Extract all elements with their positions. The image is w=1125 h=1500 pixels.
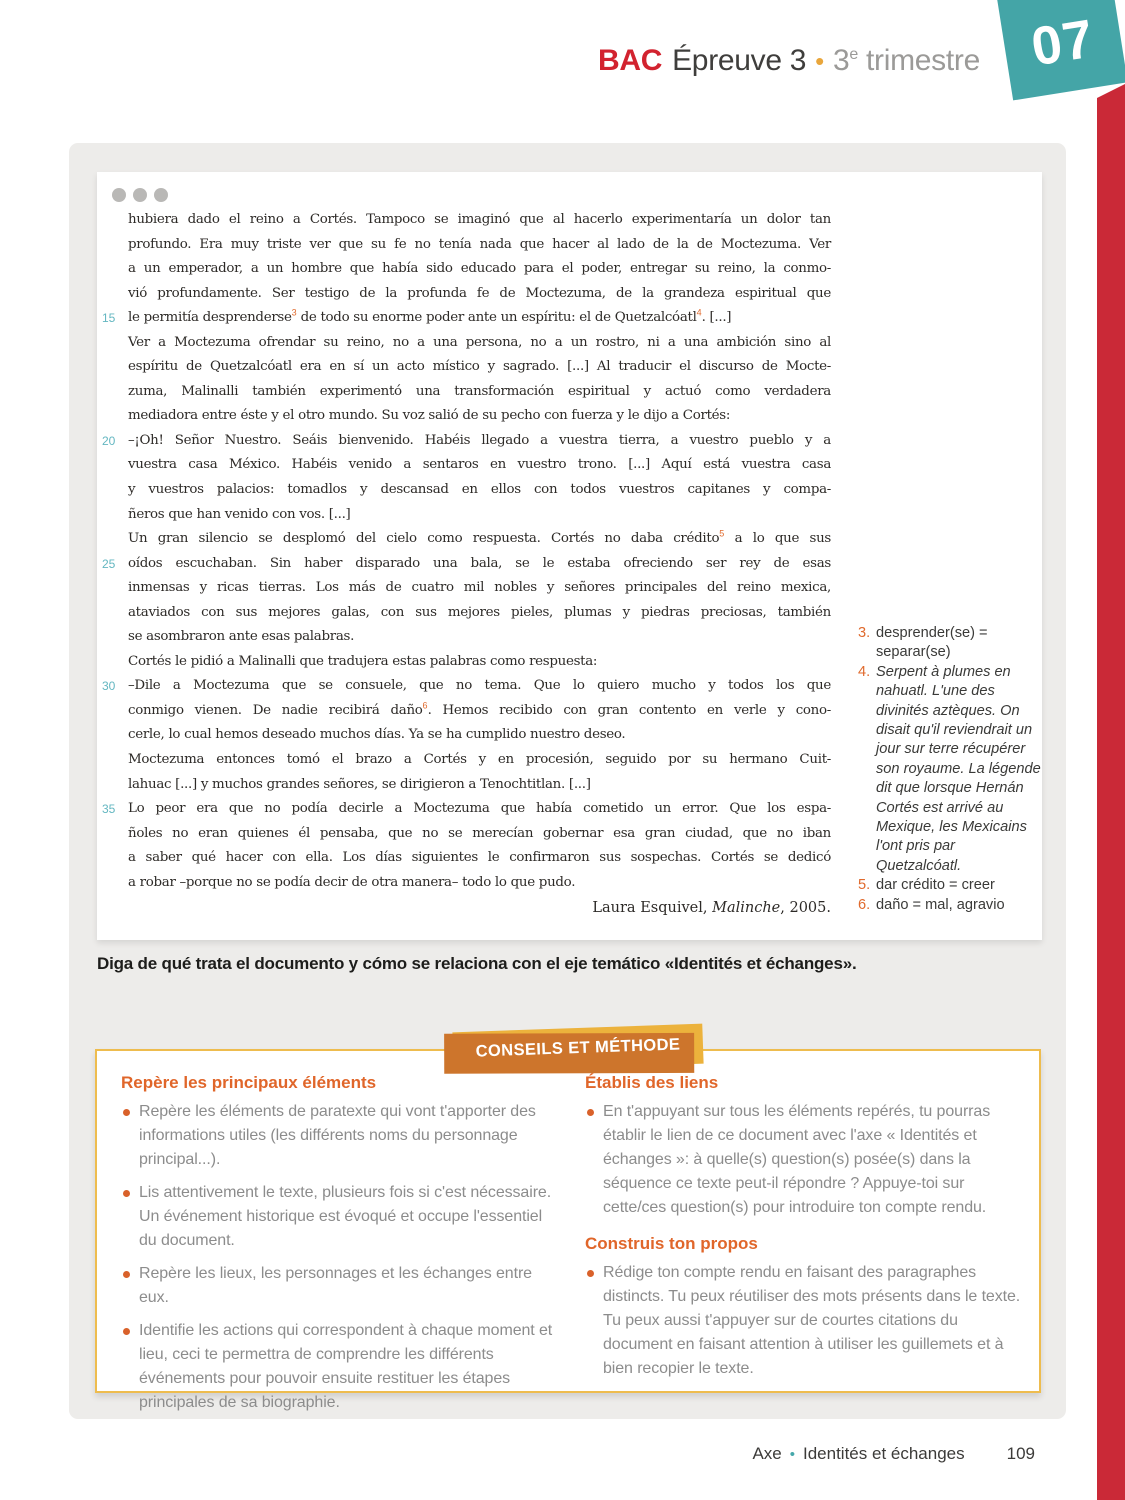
chapter-number: 07 — [1027, 8, 1099, 78]
note-text: Serpent à plumes en nahuatl. L'une des divinités aztèques. On disait qu'il reviendrait un jour sur terre récupérer son royaume. La légende dit que lorsque Hernán Cortés est arrivé au Mexique, les Mexicains l'ont pris par Quetzalcóatl. — [876, 663, 1041, 874]
text-line: ñeros que han venido con vos. [...] — [128, 506, 351, 522]
text-line: vió profundamente. Ser testigo de la profunda fe de Moctezuma, de la grandeza espiritual que — [128, 285, 831, 301]
text-line: inmensas y ricas tierras. Los más de cuatro mil nobles y señores principales del reino mexica, — [128, 580, 831, 596]
conseils-banner — [452, 1024, 703, 1073]
bullet-item: Lis attentivement le texte, plusieurs fois si c'est nécessaire. Un événement historique est évoqué et occupe l'essentiel du document. — [121, 1181, 559, 1253]
bullet-item: Repère les éléments de paratexte qui vont t'apporter des informations utiles (les différents noms du personnage principal...). — [121, 1100, 559, 1172]
page-header — [598, 44, 980, 78]
conseils-banner-label: CONSEILS ET MÉTHODE — [475, 1034, 681, 1061]
note-text: daño = mal, agravio — [876, 896, 1005, 913]
bullet-list — [121, 1100, 559, 1415]
line-number: 20 — [102, 433, 116, 448]
footnote-ref: 5 — [719, 528, 725, 539]
dot-icon — [154, 188, 168, 202]
document-card — [97, 172, 1042, 940]
note-item — [858, 624, 1042, 663]
header-title: Épreuve 3 — [672, 44, 807, 77]
footnote-ref: 3 — [291, 307, 297, 318]
bullet-separator-icon: • — [815, 46, 824, 76]
footnote-ref: 4 — [696, 307, 702, 318]
task-question: Diga de qué trata el documento y cómo se relaciona con el eje temático «Identités et échanges». — [97, 954, 857, 973]
attribution-author: Laura Esquivel, — [592, 900, 713, 916]
section-heading: Construis ton propos — [585, 1234, 758, 1253]
footer-axe: Axe — [752, 1444, 782, 1463]
attribution-work: Malinche — [712, 900, 781, 916]
note-item — [858, 663, 1042, 876]
dot-icon — [133, 188, 147, 202]
header-bac-label: BAC — [597, 44, 663, 77]
text-line: Ver a Moctezuma ofrendar su reino, no a una persona, no a un rostro, ni a una ambición sino al — [128, 334, 831, 350]
text-line: 30 –Dile a Moctezuma que se consuele, que no tema. Que lo quiero mucho y todos los que — [128, 674, 831, 699]
bullet-list — [585, 1100, 1021, 1220]
text-line: y vuestros palacios: tomadlos y descansad en ellos con todos vuestros capitanes y compa- — [128, 482, 831, 498]
note-number: 4. — [858, 663, 871, 680]
note-text: dar crédito = creer — [876, 877, 995, 894]
text-line: 20 –¡Oh! Señor Nuestro. Seáis bienvenido. Habéis llegado a vuestra tierra, a vuestro pueblo y a — [128, 429, 831, 454]
note-text: desprender(se) = separar(se) — [876, 625, 988, 661]
bullet-item: Repère les lieux, les personnages et les échanges entre eux. — [121, 1262, 559, 1310]
text-line: cerle, lo cual hemos deseado muchos días. Ya se ha cumplido nuestro deseo. — [128, 727, 626, 743]
text-line: 25 oídos escuchaban. Sin haber disparado una bala, se le estaba ofreciendo ser rey de esas — [128, 552, 831, 577]
text-line: hubiera dado el reino a Cortés. Tampoco se imaginó que al hacerlo experimentaría un dolor tan — [128, 212, 831, 227]
text-line: a un emperador, a un hombre que había sido educado para el poder, entregar su reino, la conmo- — [128, 261, 831, 277]
window-dots — [112, 188, 168, 202]
text-line: profundo. Era muy triste ver que su fe no tenía nada que hacer al lado de la de Moctezuma. Ver — [128, 236, 831, 252]
conseils-col-left — [121, 1073, 559, 1411]
note-number: 3. — [858, 625, 871, 641]
text-line: Moctezuma entonces tomó el brazo a Cortés y en procesión, seguido por su hermano Cuit- — [128, 752, 831, 768]
text-line: espíritu de Quetzalcóatl era en sí un acto místico y sagrado. [...] Al traducir el discurso de Mocte- — [128, 359, 831, 375]
note-item — [858, 896, 1042, 915]
attribution-year: , 2005. — [780, 900, 831, 916]
text-line: 35 Lo peor era que no podía decirle a Moctezuma que había cometido un error. Que los espa- — [128, 797, 831, 822]
bullet-item: Identifie les actions qui correspondent à chaque moment et lieu, ceci te permettra de comprendre les différents événements pour pouvoir ensuite restituer les étapes principales de sa biographie. — [121, 1319, 559, 1415]
section-heading: Repère les principaux éléments — [121, 1073, 377, 1092]
text-line: vuestra casa México. Habéis venido a sentaros en vuestro trono. [...] Aquí está vuestra casa — [128, 457, 831, 473]
text-line: zuma, Malinalli también experimentó una transformación espiritual y actuó como verdadera — [128, 383, 831, 399]
attribution — [128, 900, 831, 916]
bullet-item: Rédige ton compte rendu en faisant des paragraphes distincts. Tu peux réutiliser des mots présents dans le texte. Tu peux aussi t'appuyer sur de courtes citations du document en faisant attention à utiliser les guillemets et à bien recopier le texte. — [585, 1261, 1021, 1381]
footnote-ref: 6 — [422, 700, 428, 711]
header-trimester: 3e trimestre — [832, 44, 980, 77]
bullet-item: En t'appuyant sur tous les éléments repérés, tu pourras établir le lien de ce document avec l'axe « Identités et échanges »: à quelle(s) question(s) posée(s) dans la séquence ce texte peut-il répondre ? Appuye-toi sur cette/ces question(s) pour introduire ton compte rendu. — [585, 1100, 1021, 1220]
dot-icon — [112, 188, 126, 202]
footer-page-number: 109 — [1006, 1444, 1035, 1463]
red-sidebar-bar — [1097, 84, 1125, 1500]
text-line: ñoles no eran quienes él pensaba, que no se merecían gobernar esa gran ciudad, que no iban — [128, 825, 831, 841]
note-number: 6. — [858, 896, 871, 913]
text-line: mediadora entre éste y el otro mundo. Su voz salió de su pecho con fuerza y le dijo a Cortés: — [128, 408, 731, 424]
footer-theme: Identités et échanges — [803, 1444, 965, 1463]
note-item — [858, 876, 1042, 895]
conseils-box — [95, 1049, 1041, 1411]
line-number: 15 — [102, 311, 116, 326]
chapter-badge — [996, 0, 1125, 100]
text-line: conmigo vienen. De nadie recibirá daño$^6$. Hemos recibido con gran contento en verle y cono- — [128, 700, 831, 718]
line-number: 35 — [102, 802, 116, 817]
note-number: 5. — [858, 877, 871, 894]
section-heading: Établis des liens — [585, 1073, 719, 1092]
text-line: se asombraron ante esas palabras. — [128, 629, 355, 645]
text-line: Un gran silencio se desplomó del cielo como respuesta. Cortés no daba crédito$^5$ a lo que sus — [128, 528, 831, 547]
bullet-list — [585, 1261, 1021, 1381]
document-lines — [102, 208, 831, 895]
footer-dot-icon: • — [789, 1445, 795, 1463]
line-number: 30 — [102, 679, 116, 694]
text-line: ataviados con sus mejores galas, con sus mejores pieles, plumas y piedras preciosas, también — [128, 604, 831, 620]
text-line: a saber qué hacer con ella. Los días siguientes le confirmaron sus sospechas. Cortés se dedicó — [128, 850, 831, 866]
text-line: lahuac [...] y muchos grandes señores, se dirigieron a Tenochtitlan. [...] — [128, 776, 591, 792]
conseils-col-right — [585, 1073, 1021, 1391]
line-number: 25 — [102, 556, 116, 571]
page-footer — [752, 1444, 1035, 1464]
text-line: Cortés le pidió a Malinalli que tradujera estas palabras como respuesta: — [128, 653, 598, 669]
vocab-notes — [858, 624, 1042, 915]
text-line: a robar –porque no se podía decir de otra manera– todo lo que pudo. — [128, 874, 576, 890]
text-line: 15 le permitía desprenderse$^3$ de todo su enorme poder ante un espíritu: el de Quetzalcóatl$^4$. [...] — [128, 306, 831, 331]
